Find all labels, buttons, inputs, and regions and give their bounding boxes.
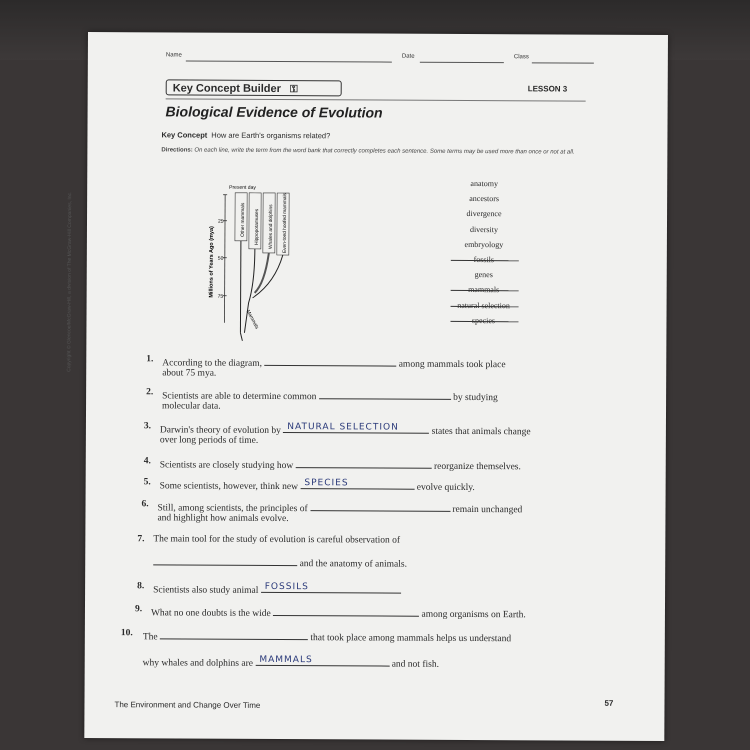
- directions-text: On each line, write the term from the word bank that correctly completes each sentence. Some terms may be used more than once or not at all.: [194, 147, 575, 156]
- answer-blank-10b[interactable]: MAMMALS: [255, 655, 389, 667]
- question-6: 6. Still, among scientists, the principles of remain unchanged and highlight how animals evolve.: [141, 499, 523, 525]
- worksheet-page: [66, 32, 668, 741]
- lesson-label: LESSON 3: [527, 84, 568, 94]
- banner-title: Key Concept Builder: [172, 82, 281, 96]
- word-bank-item-struck: mammals: [439, 282, 529, 298]
- answer-blank-9[interactable]: [273, 605, 419, 617]
- word-bank-item-struck: fossils: [439, 252, 529, 268]
- word-bank-item-struck: natural selection: [439, 297, 529, 313]
- answer-blank-4[interactable]: [296, 457, 432, 469]
- answer-blank-7[interactable]: [153, 554, 297, 566]
- y-axis: [224, 195, 225, 323]
- key-icon: ⚿: [289, 84, 298, 96]
- y-axis-label: Millions of Years Ago (mya): [208, 226, 215, 298]
- copyright-sidebar: Copyright © Glencoe/McGraw-Hill, a division of The McGraw-Hill Companies, Inc.: [66, 191, 74, 372]
- class-line: [532, 62, 594, 63]
- key-concept-label: Key Concept: [161, 130, 208, 140]
- answer-blank-3[interactable]: NATURAL SELECTION: [283, 422, 429, 434]
- word-bank-item-struck: species: [438, 313, 528, 329]
- tick-25: 25: [217, 218, 224, 225]
- tick-50: 50: [217, 255, 224, 262]
- evolution-diagram: [204, 183, 345, 344]
- date-line: [420, 62, 504, 63]
- date-label: Date: [401, 53, 415, 60]
- word-bank-item: genes: [474, 270, 493, 280]
- question-1: 1. According to the diagram, among mammals took place about 75 mya.: [146, 354, 506, 379]
- answer-blank-1[interactable]: [264, 355, 396, 367]
- page-title: Biological Evidence of Evolution: [165, 103, 383, 121]
- word-bank-item: ancestors: [469, 194, 500, 204]
- key-concept-text: How are Earth's organisms related?: [211, 130, 331, 141]
- question-7: 7. The main tool for the study of evolution is careful observation of and the anatomy of animals.: [137, 534, 407, 570]
- page-number: 57: [604, 698, 614, 708]
- question-3: 3. Darwin's theory of evolution by NATURAL SELECTION states that animals change over long periods of time.: [143, 421, 531, 446]
- tick-75: 75: [217, 293, 224, 300]
- footer-title: The Environment and Change Over Time: [114, 700, 261, 710]
- question-10: 10. The that took place among mammals helps us understand why whales and dolphins are MAMMALS and not fish.: [120, 628, 512, 670]
- question-5: 5. Some scientists, however, think new SPECIES evolve quickly.: [143, 477, 475, 494]
- directions: [161, 146, 601, 156]
- name-line: [186, 61, 392, 63]
- group-hippopotamuses: Hippopotamuses: [254, 208, 261, 245]
- word-bank-item: divergence: [466, 209, 502, 219]
- group-mammals: Mammals: [244, 309, 259, 331]
- word-bank-item: embryology: [464, 239, 504, 249]
- class-label: Class: [513, 54, 529, 61]
- directions-label: Directions:: [161, 147, 193, 154]
- group-even-toed: Even-toed hoofed mammals: [282, 193, 289, 254]
- key-concept-builder-banner: [166, 79, 342, 96]
- answer-blank-10a[interactable]: [160, 628, 308, 640]
- present-day-label: Present day: [229, 184, 256, 191]
- question-9: 9. What no one doubts is the wide among organisms on Earth.: [134, 604, 526, 621]
- name-label: Name: [165, 52, 182, 59]
- word-bank: [438, 176, 529, 329]
- divider: [166, 98, 586, 101]
- answer-blank-6[interactable]: [310, 500, 450, 512]
- question-8: 8. Scientists also study animal FOSSILS: [137, 581, 401, 596]
- answer-blank-5[interactable]: SPECIES: [300, 478, 414, 490]
- word-bank-item: anatomy: [470, 179, 499, 189]
- answer-blank-2[interactable]: [319, 388, 451, 400]
- question-4: 4. Scientists are closely studying how reorganize themselves.: [143, 456, 521, 473]
- word-bank-item: diversity: [469, 224, 498, 234]
- answer-blank-8[interactable]: FOSSILS: [261, 582, 401, 594]
- question-2: 2. Scientists are able to determine common by studying molecular data.: [146, 387, 498, 412]
- group-whales-dolphins: Whales and dolphins: [268, 204, 275, 249]
- group-other-mammals: Other mammals: [240, 202, 247, 237]
- key-concept: [161, 130, 330, 140]
